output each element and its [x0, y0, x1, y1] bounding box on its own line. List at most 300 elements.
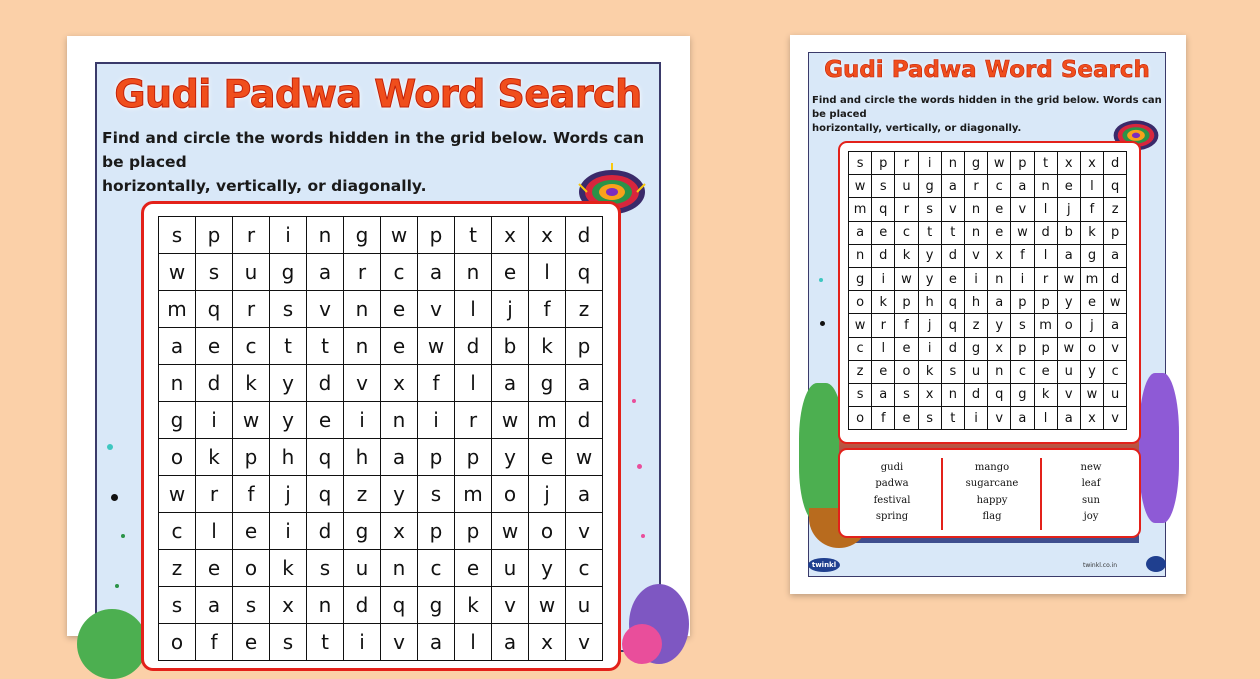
grid-cell[interactable]: y	[919, 245, 942, 268]
grid-cell[interactable]: s	[919, 198, 942, 221]
grid-cell[interactable]: x	[381, 365, 418, 402]
grid-cell[interactable]: y	[529, 550, 566, 587]
grid-cell[interactable]: n	[381, 402, 418, 439]
grid-cell[interactable]: k	[233, 365, 270, 402]
grid-cell[interactable]: x	[919, 384, 942, 407]
word-item: festival	[873, 494, 911, 506]
grid-cell[interactable]: o	[159, 624, 196, 661]
grid-cell[interactable]: l	[529, 254, 566, 291]
grid-cell[interactable]: z	[1104, 198, 1127, 221]
grid-cell[interactable]: d	[942, 245, 965, 268]
grid-cell[interactable]: p	[1011, 291, 1034, 314]
grid-cell[interactable]: u	[1104, 384, 1127, 407]
grid-cell[interactable]: o	[895, 361, 918, 384]
grid-cell[interactable]: t	[942, 407, 965, 430]
grid-cell[interactable]: k	[196, 439, 233, 476]
grid-cell[interactable]: p	[455, 439, 492, 476]
grid-cell[interactable]: m	[849, 198, 872, 221]
grid-cell[interactable]: l	[1081, 175, 1104, 198]
grid-cell[interactable]: q	[196, 291, 233, 328]
grid-cell[interactable]: g	[344, 217, 381, 254]
grid-cell[interactable]: t	[919, 222, 942, 245]
grid-cell[interactable]: i	[270, 217, 307, 254]
grid-cell[interactable]: x	[988, 338, 1011, 361]
grid-cell[interactable]: l	[1035, 245, 1058, 268]
grid-cell[interactable]: h	[344, 439, 381, 476]
grid-cell[interactable]: m	[455, 476, 492, 513]
grid-cell[interactable]: a	[849, 222, 872, 245]
grid-cell[interactable]: k	[1035, 384, 1058, 407]
grid-cell[interactable]: w	[1058, 268, 1081, 291]
grid-cell[interactable]: p	[566, 328, 603, 365]
instructions-line-1-small: Find and circle the words hidden in the grid below. Words can be placed	[812, 95, 1162, 120]
grid-cell[interactable]: a	[1104, 245, 1127, 268]
grid-cell[interactable]: d	[965, 384, 988, 407]
grid-cell[interactable]: w	[529, 587, 566, 624]
grid-cell[interactable]: o	[233, 550, 270, 587]
grid-cell[interactable]: x	[1081, 407, 1104, 430]
grid-cell[interactable]: v	[307, 291, 344, 328]
grid-cell[interactable]: v	[942, 198, 965, 221]
grid-cell[interactable]: n	[988, 361, 1011, 384]
grid-cell[interactable]: y	[1081, 361, 1104, 384]
grid-cell[interactable]: q	[307, 476, 344, 513]
grid-cell[interactable]: s	[418, 476, 455, 513]
grid-cell[interactable]: a	[381, 439, 418, 476]
grid-cell[interactable]: g	[1081, 245, 1104, 268]
grid-cell[interactable]: d	[566, 217, 603, 254]
grid-cell[interactable]: y	[919, 268, 942, 291]
grid-cell[interactable]: h	[270, 439, 307, 476]
grid-cell[interactable]: b	[492, 328, 529, 365]
grid-cell[interactable]: r	[233, 291, 270, 328]
grid-cell[interactable]: o	[159, 439, 196, 476]
grid-cell[interactable]: n	[965, 198, 988, 221]
grid-cell[interactable]: v	[1011, 198, 1034, 221]
grid-cell[interactable]: v	[1058, 384, 1081, 407]
grid-cell[interactable]: u	[965, 361, 988, 384]
grid-cell[interactable]: n	[159, 365, 196, 402]
grid-cell[interactable]: y	[381, 476, 418, 513]
grid-cell[interactable]: q	[1104, 175, 1127, 198]
grid-cell[interactable]: j	[1058, 198, 1081, 221]
grid-cell[interactable]: n	[942, 384, 965, 407]
grid-cell[interactable]: d	[942, 338, 965, 361]
grid-cell[interactable]: g	[418, 587, 455, 624]
paint-dot	[111, 494, 118, 501]
grid-cell[interactable]: m	[1081, 268, 1104, 291]
grid-cell[interactable]: w	[566, 439, 603, 476]
grid-cell[interactable]: e	[196, 550, 233, 587]
grid-cell[interactable]: a	[1104, 314, 1127, 337]
grid-cell[interactable]: v	[418, 291, 455, 328]
grid-cell[interactable]: l	[1035, 407, 1058, 430]
grid-cell[interactable]: i	[196, 402, 233, 439]
grid-cell[interactable]: s	[942, 361, 965, 384]
instructions-line-1: Find and circle the words hidden in the grid below. Words can be placed	[102, 129, 645, 171]
grid-cell[interactable]: e	[942, 268, 965, 291]
grid-cell[interactable]: x	[1058, 152, 1081, 175]
grid-cell[interactable]: d	[566, 402, 603, 439]
grid-cell[interactable]: t	[455, 217, 492, 254]
grid-cell[interactable]: x	[1081, 152, 1104, 175]
grid-cell[interactable]: p	[872, 152, 895, 175]
grid-cell[interactable]: s	[307, 550, 344, 587]
word-item: mango	[974, 462, 1010, 473]
grid-cell[interactable]: w	[849, 314, 872, 337]
grid-cell[interactable]: a	[1058, 245, 1081, 268]
grid-cell[interactable]: w	[492, 402, 529, 439]
grid-cell[interactable]: m	[529, 402, 566, 439]
grid-cell[interactable]: b	[1058, 222, 1081, 245]
grid-cell[interactable]: l	[455, 365, 492, 402]
grid-cell[interactable]: r	[196, 476, 233, 513]
grid-cell[interactable]: x	[529, 624, 566, 661]
grid-cell[interactable]: d	[196, 365, 233, 402]
grid-cell[interactable]: u	[895, 175, 918, 198]
grid-cell[interactable]: a	[566, 476, 603, 513]
grid-cell[interactable]: y	[270, 402, 307, 439]
grid-cell[interactable]: t	[307, 328, 344, 365]
grid-cell[interactable]: j	[919, 314, 942, 337]
grid-cell[interactable]: j	[270, 476, 307, 513]
grid-cell[interactable]: f	[1081, 198, 1104, 221]
grid-cell[interactable]: d	[307, 365, 344, 402]
grid-cell[interactable]: n	[988, 268, 1011, 291]
grid-cell[interactable]: j	[1081, 314, 1104, 337]
grid-cell[interactable]: p	[895, 291, 918, 314]
grid-cell[interactable]: d	[1035, 222, 1058, 245]
paint-dot	[641, 534, 645, 538]
grid-cell[interactable]: g	[919, 175, 942, 198]
grid-cell[interactable]: h	[919, 291, 942, 314]
grid-cell[interactable]: a	[492, 624, 529, 661]
grid-cell[interactable]: u	[344, 550, 381, 587]
grid-cell[interactable]: s	[159, 217, 196, 254]
grid-cell[interactable]: e	[529, 439, 566, 476]
grid-cell[interactable]: k	[455, 587, 492, 624]
grid-cell[interactable]: k	[872, 291, 895, 314]
grid-cell[interactable]: u	[492, 550, 529, 587]
grid-cell[interactable]: i	[872, 268, 895, 291]
grid-cell[interactable]: a	[418, 624, 455, 661]
grid-cell[interactable]: o	[849, 291, 872, 314]
grid-cell[interactable]: d	[344, 587, 381, 624]
grid-cell[interactable]: g	[529, 365, 566, 402]
grid-cell[interactable]: r	[1035, 268, 1058, 291]
grid-cell[interactable]: k	[895, 245, 918, 268]
grid-cell[interactable]: g	[965, 338, 988, 361]
grid-cell[interactable]: w	[1104, 291, 1127, 314]
grid-cell[interactable]: p	[455, 513, 492, 550]
grid-cell[interactable]: u	[1058, 361, 1081, 384]
grid-cell[interactable]: t	[307, 624, 344, 661]
grid-cell[interactable]: o	[529, 513, 566, 550]
grid-cell[interactable]: r	[895, 198, 918, 221]
grid-cell[interactable]: w	[1081, 384, 1104, 407]
grid-cell[interactable]: a	[159, 328, 196, 365]
grid-cell[interactable]: w	[895, 268, 918, 291]
grid-cell[interactable]: e	[196, 328, 233, 365]
grid-cell[interactable]: c	[849, 338, 872, 361]
grid-cell[interactable]: v	[492, 587, 529, 624]
grid-cell[interactable]: p	[1035, 338, 1058, 361]
grid-cell[interactable]: e	[381, 291, 418, 328]
grid-cell[interactable]: g	[159, 402, 196, 439]
grid-cell[interactable]: x	[270, 587, 307, 624]
grid-cell[interactable]: g	[965, 152, 988, 175]
grid-cell[interactable]: a	[307, 254, 344, 291]
grid-cell[interactable]: y	[1058, 291, 1081, 314]
grid-cell[interactable]: f	[418, 365, 455, 402]
grid-cell[interactable]: d	[1104, 268, 1127, 291]
grid-cell[interactable]: a	[1011, 407, 1034, 430]
grid-cell[interactable]: c	[566, 550, 603, 587]
grid-cell[interactable]: a	[1058, 407, 1081, 430]
grid-cell[interactable]: e	[988, 198, 1011, 221]
grid-cell[interactable]: s	[1011, 314, 1034, 337]
grid-cell[interactable]: w	[381, 217, 418, 254]
grid-cell[interactable]: m	[159, 291, 196, 328]
grid-cell[interactable]: e	[1081, 291, 1104, 314]
grid-cell[interactable]: s	[196, 254, 233, 291]
grid-cell[interactable]: a	[492, 365, 529, 402]
grid-cell[interactable]: e	[895, 338, 918, 361]
grid-cell[interactable]: n	[1035, 175, 1058, 198]
grid-cell[interactable]: p	[418, 217, 455, 254]
grid-cell[interactable]: o	[1058, 314, 1081, 337]
grid-cell[interactable]: s	[872, 175, 895, 198]
grid-cell[interactable]: w	[1058, 338, 1081, 361]
grid-cell[interactable]: n	[307, 217, 344, 254]
grid-cell[interactable]: c	[159, 513, 196, 550]
grid-cell[interactable]: y	[270, 365, 307, 402]
grid-cell[interactable]: f	[529, 291, 566, 328]
grid-cell[interactable]: n	[965, 222, 988, 245]
grid-cell[interactable]: e	[872, 361, 895, 384]
grid-cell[interactable]: w	[1011, 222, 1034, 245]
grid-cell[interactable]: j	[492, 291, 529, 328]
grid-cell[interactable]: p	[1011, 338, 1034, 361]
grid-cell[interactable]: r	[965, 175, 988, 198]
grid-cell[interactable]: p	[1011, 152, 1034, 175]
grid-cell[interactable]: f	[895, 314, 918, 337]
grid-cell[interactable]: v	[1104, 338, 1127, 361]
grid-cell[interactable]: v	[1104, 407, 1127, 430]
grid-cell[interactable]: i	[344, 402, 381, 439]
grid-cell[interactable]: i	[919, 152, 942, 175]
grid-cell[interactable]: h	[965, 291, 988, 314]
grid-cell[interactable]: p	[233, 439, 270, 476]
grid-cell[interactable]: v	[566, 513, 603, 550]
grid-cell[interactable]: t	[1035, 152, 1058, 175]
grid-cell[interactable]: w	[849, 175, 872, 198]
grid-cell[interactable]: s	[270, 291, 307, 328]
grid-cell[interactable]: e	[233, 513, 270, 550]
grid-cell[interactable]: g	[849, 268, 872, 291]
grid-cell[interactable]: e	[1058, 175, 1081, 198]
grid-cell[interactable]: a	[942, 175, 965, 198]
grid-cell[interactable]: c	[895, 222, 918, 245]
grid-cell[interactable]: q	[566, 254, 603, 291]
grid-cell[interactable]: i	[919, 338, 942, 361]
grid-cell[interactable]: f	[233, 476, 270, 513]
grid-cell[interactable]: p	[196, 217, 233, 254]
grid-cell[interactable]: c	[418, 550, 455, 587]
grid-cell[interactable]: u	[233, 254, 270, 291]
grid-cell[interactable]: x	[529, 217, 566, 254]
grid-cell[interactable]: w	[159, 476, 196, 513]
grid-cell[interactable]: o	[1081, 338, 1104, 361]
grid-cell[interactable]: i	[418, 402, 455, 439]
grid-cell[interactable]: p	[418, 439, 455, 476]
grid-cell[interactable]: w	[418, 328, 455, 365]
grid-cell[interactable]: q	[988, 384, 1011, 407]
grid-cell[interactable]: w	[159, 254, 196, 291]
grid-cell[interactable]: d	[872, 245, 895, 268]
grid-cell[interactable]: i	[1011, 268, 1034, 291]
grid-cell[interactable]: q	[872, 198, 895, 221]
grid-cell[interactable]: a	[1011, 175, 1034, 198]
grid-cell[interactable]: f	[872, 407, 895, 430]
word-column-2	[944, 460, 1040, 525]
grid-cell[interactable]: x	[492, 217, 529, 254]
grid-cell[interactable]: s	[849, 384, 872, 407]
grid-cell[interactable]: w	[988, 152, 1011, 175]
grid-cell[interactable]: o	[492, 476, 529, 513]
grid-cell[interactable]: e	[895, 407, 918, 430]
grid-cell[interactable]: g	[1011, 384, 1034, 407]
grid-cell[interactable]: c	[988, 175, 1011, 198]
grid-cell[interactable]: x	[381, 513, 418, 550]
grid-cell[interactable]: p	[418, 513, 455, 550]
grid-cell[interactable]: z	[344, 476, 381, 513]
grid-cell[interactable]: a	[418, 254, 455, 291]
grid-cell[interactable]: v	[566, 624, 603, 661]
grid-cell[interactable]: s	[895, 384, 918, 407]
grid-cell[interactable]: w	[233, 402, 270, 439]
grid-cell[interactable]: a	[196, 587, 233, 624]
grid-cell[interactable]: c	[233, 328, 270, 365]
grid-cell[interactable]: n	[849, 245, 872, 268]
grid-cell[interactable]: w	[492, 513, 529, 550]
grid-cell[interactable]: e	[872, 222, 895, 245]
grid-cell[interactable]: d	[307, 513, 344, 550]
grid-cell[interactable]: n	[307, 587, 344, 624]
grid-cell[interactable]: y	[492, 439, 529, 476]
grid-cell[interactable]: m	[1035, 314, 1058, 337]
grid-cell[interactable]: i	[965, 407, 988, 430]
grid-cell[interactable]: l	[1035, 198, 1058, 221]
grid-cell[interactable]: n	[942, 152, 965, 175]
grid-cell[interactable]: k	[1081, 222, 1104, 245]
grid-cell[interactable]: f	[196, 624, 233, 661]
grid-cell[interactable]: u	[566, 587, 603, 624]
grid-cell[interactable]: e	[988, 222, 1011, 245]
grid-cell[interactable]: s	[270, 624, 307, 661]
grid-cell[interactable]: p	[1104, 222, 1127, 245]
grid-cell[interactable]: n	[344, 328, 381, 365]
grid-cell[interactable]: f	[1011, 245, 1034, 268]
grid-cell[interactable]: a	[988, 291, 1011, 314]
grid-cell[interactable]: q	[942, 314, 965, 337]
grid-cell[interactable]: n	[344, 291, 381, 328]
grid-cell[interactable]: q	[381, 587, 418, 624]
grid-cell[interactable]: e	[233, 624, 270, 661]
grid-cell[interactable]: l	[196, 513, 233, 550]
grid-cell[interactable]: v	[988, 407, 1011, 430]
grid-cell[interactable]: c	[381, 254, 418, 291]
grid-cell[interactable]: l	[872, 338, 895, 361]
grid-cell[interactable]: g	[270, 254, 307, 291]
grid-cell[interactable]: e	[381, 328, 418, 365]
paint-dot	[115, 584, 119, 588]
grid-cell[interactable]: l	[455, 624, 492, 661]
grid-cell[interactable]: z	[965, 314, 988, 337]
grid-cell[interactable]: g	[344, 513, 381, 550]
grid-cell[interactable]: t	[942, 222, 965, 245]
grid-cell[interactable]: i	[344, 624, 381, 661]
grid-cell[interactable]: d	[455, 328, 492, 365]
purple-paint-splash	[1139, 373, 1179, 523]
worksheet-title-small: Gudi Padwa Word Search	[824, 57, 1150, 83]
grid-cell[interactable]: z	[159, 550, 196, 587]
grid-cell[interactable]: r	[455, 402, 492, 439]
grid-cell[interactable]: s	[849, 152, 872, 175]
grid-cell[interactable]: s	[233, 587, 270, 624]
grid-cell[interactable]: d	[1104, 152, 1127, 175]
twinkl-logo-icon	[1146, 556, 1166, 572]
grid-cell[interactable]: n	[381, 550, 418, 587]
grid-cell[interactable]: v	[381, 624, 418, 661]
grid-cell[interactable]: j	[529, 476, 566, 513]
grid-cell[interactable]: c	[1104, 361, 1127, 384]
grid-cell[interactable]: r	[344, 254, 381, 291]
grid-cell[interactable]: a	[872, 384, 895, 407]
grid-cell[interactable]: z	[849, 361, 872, 384]
grid-cell[interactable]: k	[529, 328, 566, 365]
grid-cell[interactable]: e	[492, 254, 529, 291]
grid-cell[interactable]: e	[455, 550, 492, 587]
grid-cell[interactable]: a	[566, 365, 603, 402]
grid-cell[interactable]: k	[919, 361, 942, 384]
grid-cell[interactable]: i	[270, 513, 307, 550]
grid-cell[interactable]: v	[965, 245, 988, 268]
grid-cell[interactable]: c	[1011, 361, 1034, 384]
grid-cell[interactable]: k	[270, 550, 307, 587]
grid-cell[interactable]: r	[895, 152, 918, 175]
grid-cell[interactable]: r	[233, 217, 270, 254]
grid-cell[interactable]: r	[872, 314, 895, 337]
grid-cell[interactable]: p	[1035, 291, 1058, 314]
grid-cell[interactable]: o	[849, 407, 872, 430]
grid-cell[interactable]: e	[307, 402, 344, 439]
grid-cell[interactable]: l	[455, 291, 492, 328]
grid-cell[interactable]: s	[919, 407, 942, 430]
grid-cell[interactable]: q	[307, 439, 344, 476]
grid-cell[interactable]: z	[566, 291, 603, 328]
grid-cell[interactable]: v	[344, 365, 381, 402]
grid-cell[interactable]: q	[942, 291, 965, 314]
grid-cell[interactable]: s	[159, 587, 196, 624]
grid-cell[interactable]: x	[988, 245, 1011, 268]
grid-cell[interactable]: y	[988, 314, 1011, 337]
grid-cell[interactable]: n	[455, 254, 492, 291]
grid-cell[interactable]: t	[270, 328, 307, 365]
word-item: gudi	[880, 462, 904, 473]
grid-cell[interactable]: e	[1035, 361, 1058, 384]
grid-cell[interactable]: i	[965, 268, 988, 291]
